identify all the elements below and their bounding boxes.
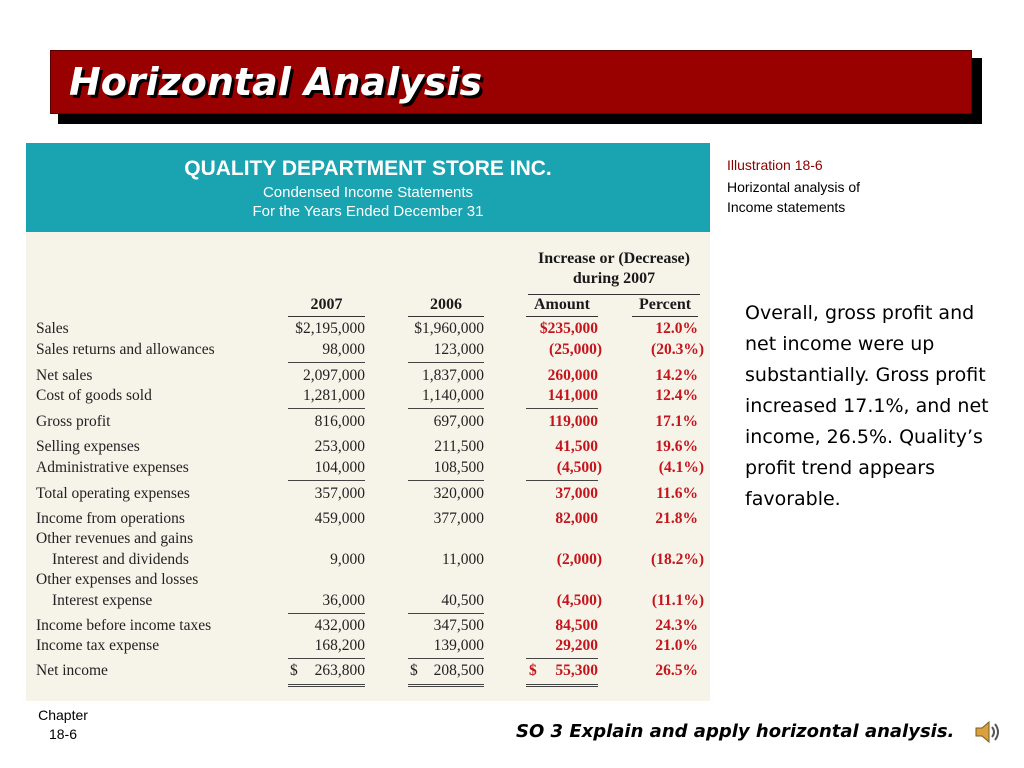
chapter-word: Chapter (38, 707, 88, 723)
change-amount: (2,000) (556, 551, 602, 568)
row-label: Total operating expenses (36, 485, 190, 502)
value-2007: 1,281,000 (303, 387, 365, 404)
value-2006: 139,000 (433, 637, 484, 654)
table-row (26, 617, 710, 637)
change-percent: 14.2% (655, 367, 698, 384)
change-amount: 37,000 (555, 485, 598, 502)
change-amount: 55,300 (555, 662, 598, 679)
row-label: Cost of goods sold (36, 387, 152, 404)
change-percent: 26.5% (655, 662, 698, 679)
value-2007: 168,200 (314, 637, 365, 654)
change-header-line2: during 2007 (572, 270, 656, 287)
value-2006: 123,000 (433, 341, 484, 358)
change-header-line1: Increase or (Decrease) (538, 250, 690, 267)
row-label: Interest expense (52, 592, 153, 609)
value-2006: $1,960,000 (414, 320, 484, 337)
total-double-rule (288, 684, 365, 687)
slide-title: Horizontal Analysis (69, 60, 483, 104)
table-row (26, 413, 710, 433)
company-name: QUALITY DEPARTMENT STORE INC. (184, 157, 552, 180)
illustration-description (727, 177, 917, 217)
column-header-2007 (288, 296, 365, 317)
row-label: Income from operations (36, 510, 185, 527)
dollar-sign-2006: $ (410, 662, 418, 679)
change-amount: (4,500) (556, 592, 602, 609)
change-header-rule (528, 294, 700, 295)
title-banner (50, 50, 972, 114)
column-percent-label: Percent (638, 296, 692, 313)
subtotal-rule (408, 658, 484, 659)
table-row (26, 387, 710, 407)
change-amount: 41,500 (555, 438, 598, 455)
subtotal-rule (288, 613, 365, 614)
value-2006: 11,000 (441, 551, 484, 568)
change-percent: 24.3% (655, 617, 698, 634)
value-2007: 104,000 (314, 459, 365, 476)
value-2007: 2,097,000 (303, 367, 365, 384)
value-2007: 253,000 (314, 438, 365, 455)
table-row (26, 571, 710, 591)
subtotal-rule (526, 658, 598, 659)
table-row (26, 485, 710, 505)
column-2007-label: 2007 (310, 296, 343, 313)
row-label: Net income (36, 662, 108, 679)
column-header-amount (526, 296, 598, 317)
value-2007: 459,000 (314, 510, 365, 527)
change-amount: 141,000 (547, 387, 598, 404)
change-percent: 21.0% (655, 637, 698, 654)
dollar-sign-2007: $ (290, 662, 298, 679)
value-2007: $2,195,000 (295, 320, 365, 337)
row-label: Selling expenses (36, 438, 140, 455)
column-2006-rule (408, 316, 484, 317)
income-statement-panel (26, 143, 710, 701)
change-percent: 12.4% (655, 387, 698, 404)
column-amount-rule (526, 316, 598, 317)
value-2006: 347,500 (433, 617, 484, 634)
change-percent: 17.1% (655, 413, 698, 430)
chapter-label (28, 706, 98, 744)
value-2007: 357,000 (314, 485, 365, 502)
row-label: Net sales (36, 367, 93, 384)
statement-period: For the Years Ended December 31 (252, 203, 484, 220)
value-2006: 40,500 (441, 592, 484, 609)
commentary-text: Overall, gross profit and net income were up substantially. Gross profit increased 17.1%, and net income, 26.5%. Quality’s profit trend appears favorable. (745, 302, 989, 510)
table-row (26, 341, 710, 361)
value-2006: 697,000 (433, 413, 484, 430)
change-amount: 84,500 (555, 617, 598, 634)
change-amount: 29,200 (555, 637, 598, 654)
chapter-number: 18-6 (48, 726, 78, 742)
change-header (526, 249, 702, 289)
subtotal-rule (288, 480, 365, 481)
column-percent-rule (632, 316, 698, 317)
table-row (26, 530, 710, 550)
dollar-sign-amount: $ (529, 662, 537, 679)
table-row (26, 367, 710, 387)
change-amount: 260,000 (547, 367, 598, 384)
value-2007: 98,000 (322, 341, 365, 358)
statement-header (26, 143, 710, 232)
column-2006-label: 2006 (430, 296, 462, 313)
value-2006: 108,500 (433, 459, 484, 476)
subtotal-rule (408, 362, 484, 363)
subtotal-rule (288, 658, 365, 659)
value-2006: 377,000 (433, 510, 484, 527)
study-objective: SO 3 Explain and apply horizontal analysis. (516, 721, 955, 742)
statement-subtitle: Condensed Income Statements (262, 184, 474, 201)
change-percent: 21.8% (655, 510, 698, 527)
illustration-title: Illustration 18-6 (727, 157, 823, 173)
change-percent: (4.1%) (658, 459, 704, 476)
row-label: Sales returns and allowances (36, 341, 215, 358)
value-2006: 208,500 (433, 662, 484, 679)
column-amount-label: Amount (533, 296, 590, 313)
value-2007: 36,000 (322, 592, 365, 609)
total-double-rule (526, 684, 598, 687)
total-double-rule (408, 684, 484, 687)
row-label: Administrative expenses (36, 459, 189, 476)
illustration-desc-line1: Horizontal analysis of (727, 179, 861, 195)
subtotal-rule (408, 613, 484, 614)
value-2007: 263,800 (314, 662, 365, 679)
subtotal-rule (408, 480, 484, 481)
change-amount: (25,000) (549, 341, 602, 358)
row-label: Other expenses and losses (36, 571, 199, 588)
change-percent: 19.6% (655, 438, 698, 455)
column-2007-rule (288, 316, 365, 317)
change-amount: (4,500) (556, 459, 602, 476)
subtotal-rule (288, 408, 365, 409)
value-2006: 1,140,000 (422, 387, 484, 404)
change-amount: $235,000 (539, 320, 598, 337)
value-2007: 432,000 (314, 617, 365, 634)
table-row (26, 510, 710, 530)
row-label: Other revenues and gains (36, 530, 194, 547)
subtotal-rule (526, 408, 598, 409)
row-label: Income tax expense (36, 637, 160, 654)
change-percent: (18.2%) (651, 551, 704, 568)
row-label: Income before income taxes (36, 617, 212, 634)
row-label: Sales (36, 320, 69, 337)
change-amount: 119,000 (548, 413, 598, 430)
table-row (26, 662, 710, 682)
subtotal-rule (526, 480, 598, 481)
row-label: Gross profit (36, 413, 111, 430)
value-2007: 816,000 (314, 413, 365, 430)
table-row (26, 592, 710, 612)
row-label: Interest and dividends (52, 551, 189, 568)
value-2006: 320,000 (433, 485, 484, 502)
table-row (26, 459, 710, 479)
value-2006: 1,837,000 (422, 367, 484, 384)
change-percent: (20.3%) (651, 341, 704, 358)
change-percent: (11.1%) (651, 592, 704, 609)
value-2007: 9,000 (330, 551, 365, 568)
table-row (26, 637, 710, 657)
subtotal-rule (408, 408, 484, 409)
table-row (26, 320, 710, 340)
table-row (26, 551, 710, 571)
speaker-icon[interactable] (972, 717, 1002, 747)
value-2006: 211,500 (434, 438, 484, 455)
column-header-2006 (408, 296, 484, 317)
change-percent: 11.6% (656, 485, 698, 502)
illustration-desc-line2: Income statements (727, 199, 846, 215)
table-row (26, 438, 710, 458)
subtotal-rule (288, 362, 365, 363)
change-amount: 82,000 (555, 510, 598, 527)
change-percent: 12.0% (655, 320, 698, 337)
column-header-percent (632, 296, 698, 317)
